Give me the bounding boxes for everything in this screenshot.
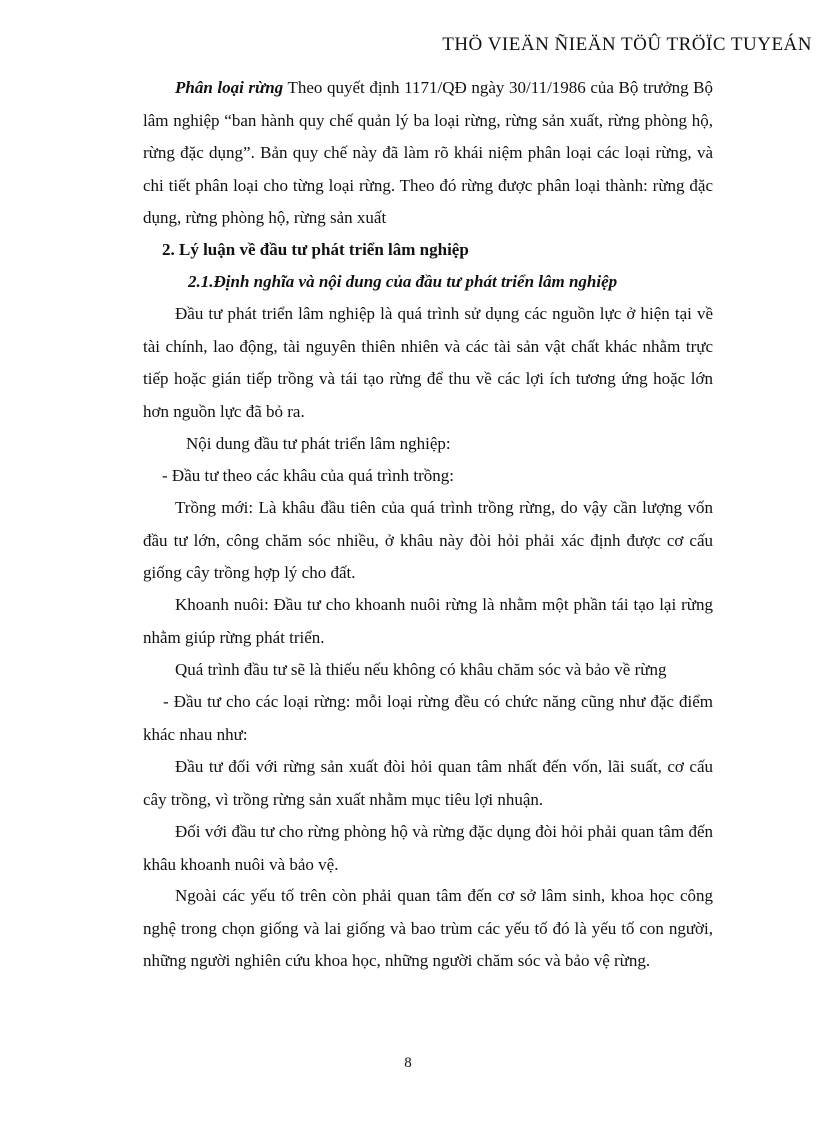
paragraph-care-protection: Quá trình đầu tư sẽ là thiếu nếu không có khâu chăm sóc và bảo về rừng bbox=[175, 660, 667, 679]
paragraph-forest-types: - Đầu tư cho các loại rừng: mỗi loại rừng đều có chức năng cũng như đặc điểm khác nhau như: bbox=[143, 692, 713, 744]
section-heading-2-1: 2.1.Định nghĩa và nội dung của đầu tư phát triển lâm nghiệp bbox=[188, 272, 618, 291]
paragraph-production-forest: Đầu tư đối với rừng sản xuất đòi hỏi quan tâm nhất đến vốn, lãi suất, cơ cấu cây trồng, vì trồng rừng sản xuất nhằm mục tiêu lợi nhuận. bbox=[143, 757, 713, 809]
section-heading-2: 2. Lý luận về đầu tư phát triển lâm nghiệp bbox=[162, 240, 469, 259]
forest-classification-body: Theo quyết định 1171/QĐ ngày 30/11/1986 của Bộ trưởng Bộ lâm nghiệp “ban hành quy chế quản lý ba loại rừng, rừng sản xuất, rừng phòng hộ, rừng đặc dụng”. Bản quy chế này đã làm rõ khái niệm phân loại các loại rừng, và chi tiết phân loại cho từng loại rừng. Theo đó rừng được phân loại thành: rừng đặc dụng, rừng phòng hộ, rừng sản xuất bbox=[143, 78, 713, 227]
page-header-title: THÖ VIEÄN ÑIEÄN TÖÛ TRÖÏC TUYEÁN bbox=[442, 34, 812, 55]
paragraph-investment-stages: - Đầu tư theo các khâu của quá trình trồng: bbox=[162, 466, 454, 485]
paragraph-forest-classification bbox=[143, 72, 713, 235]
page-number: 8 bbox=[404, 1055, 412, 1071]
forest-classification-lead: Phân loại rừng bbox=[175, 78, 284, 97]
paragraph-protection-forest: Đối với đầu tư cho rừng phòng hộ và rừng đặc dụng đòi hỏi phải quan tâm đến khâu khoanh nuôi và bảo vệ. bbox=[143, 822, 713, 874]
paragraph-definition: Đầu tư phát triển lâm nghiệp là quá trình sử dụng các nguồn lực ở hiện tại về tài chính, lao động, tài nguyên thiên nhiên và các tài sản vật chất khác nhằm trực tiếp hoặc gián tiếp trồng và tái tạo rừng để thu về các lợi ích tương ứng hoặc lớn hơn nguồn lực đã bỏ ra. bbox=[143, 304, 713, 421]
paragraph-content-intro: Nội dung đầu tư phát triển lâm nghiệp: bbox=[186, 434, 451, 453]
paragraph-other-factors: Ngoài các yếu tố trên còn phải quan tâm đến cơ sở lâm sinh, khoa học công nghệ trong chọn giống và lai giống và bao trùm các yếu tố đó là yếu tố con người, những người nghiên cứu khoa học, những người chăm sóc và bảo vệ rừng. bbox=[143, 886, 713, 970]
paragraph-new-planting: Trồng mới: Là khâu đầu tiên của quá trình trồng rừng, do vậy cần lượng vốn đầu tư lớn, công chăm sóc nhiều, ở khâu này đòi hỏi phải xác định được cơ cấu giống cây trồng hợp lý cho đất. bbox=[143, 498, 713, 582]
paragraph-zoning-nurturing: Khoanh nuôi: Đầu tư cho khoanh nuôi rừng là nhằm một phần tái tạo lại rừng nhằm giúp rừng phát triển. bbox=[143, 595, 713, 647]
